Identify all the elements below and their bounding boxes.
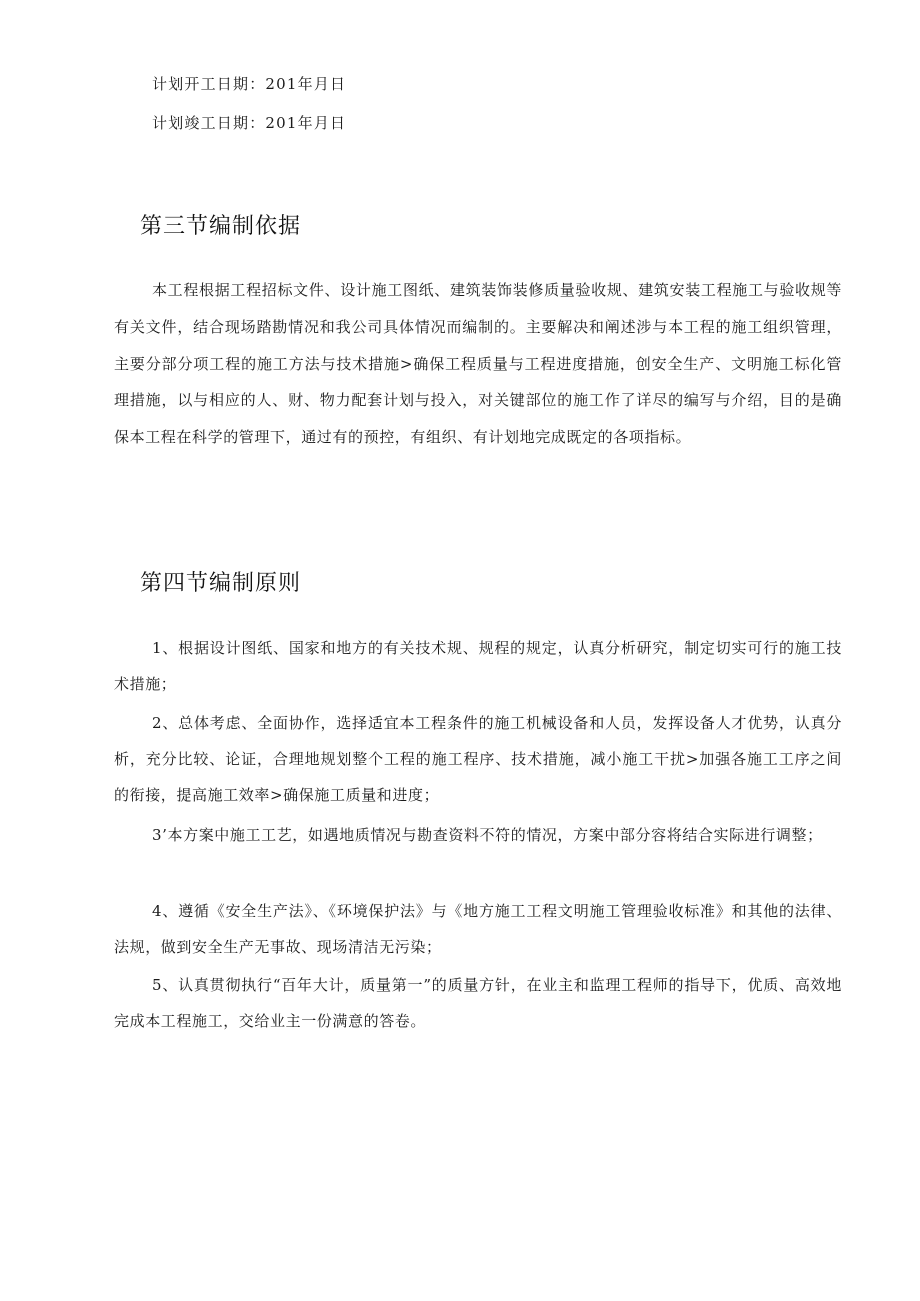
planned-start-date: 计划开工日期：201年月日 xyxy=(152,75,347,93)
principle-item-4: 4、遵循《安全生产法》、《环境保护法》与《地方施工工程文明施工管理验收标准》和其他的法律、法规，做到安全生产无事故、现场清洁无污染； xyxy=(114,902,842,956)
principle-item-1: 1、根据设计图纸、国家和地方的有关技术规、规程的规定，认真分析研究，制定切实可行的施工技术措施； xyxy=(114,639,842,693)
principle-item-2: 2、总体考虑、全面协作，选择适宜本工程条件的施工机械设备和人员，发挥设备人才优势，认真分析，充分比较、论证，合理地规划整个工程的施工程序、技术措施，减小施工干扰>加强各施工工序之间的衔接，提高施工效率>确保施工质量和进度； xyxy=(114,714,842,804)
section-4-heading: 第四节编制原则 xyxy=(140,571,302,596)
section-3-heading: 第三节编制依据 xyxy=(140,214,302,239)
planned-completion-date: 计划竣工日期：201年月日 xyxy=(152,114,347,132)
principle-item-5: 5、认真贯彻执行“百年大计，质量第一”的质量方针，在业主和监理工程师的指导下，优质、高效地完成本工程施工，交给业主一份满意的答卷。 xyxy=(114,976,842,1030)
principle-item-3: 3’本方案中施工工艺，如遇地质情况与勘查资料不符的情况，方案中部分容将结合实际进行调整； xyxy=(152,826,823,844)
section-3-paragraph: 本工程根据工程招标文件、设计施工图纸、建筑装饰装修质量验收规、建筑安装工程施工与验收规等有关文件，结合现场踏勘情况和我公司具体情况而编制的。主要解决和阐述涉与本工程的施工组织管理，主要分部分项工程的施工方法与技术措施>确保工程质量与工程进度措施，创安全生产、文明施工标化管理措施，以与相应的人、财、物力配套计划与投入，对关键部位的施工作了详尽的编写与介绍，目的是确保本工程在科学的管理下，通过有的预控，有组织、有计划地完成既定的各项指标。 xyxy=(114,281,842,447)
